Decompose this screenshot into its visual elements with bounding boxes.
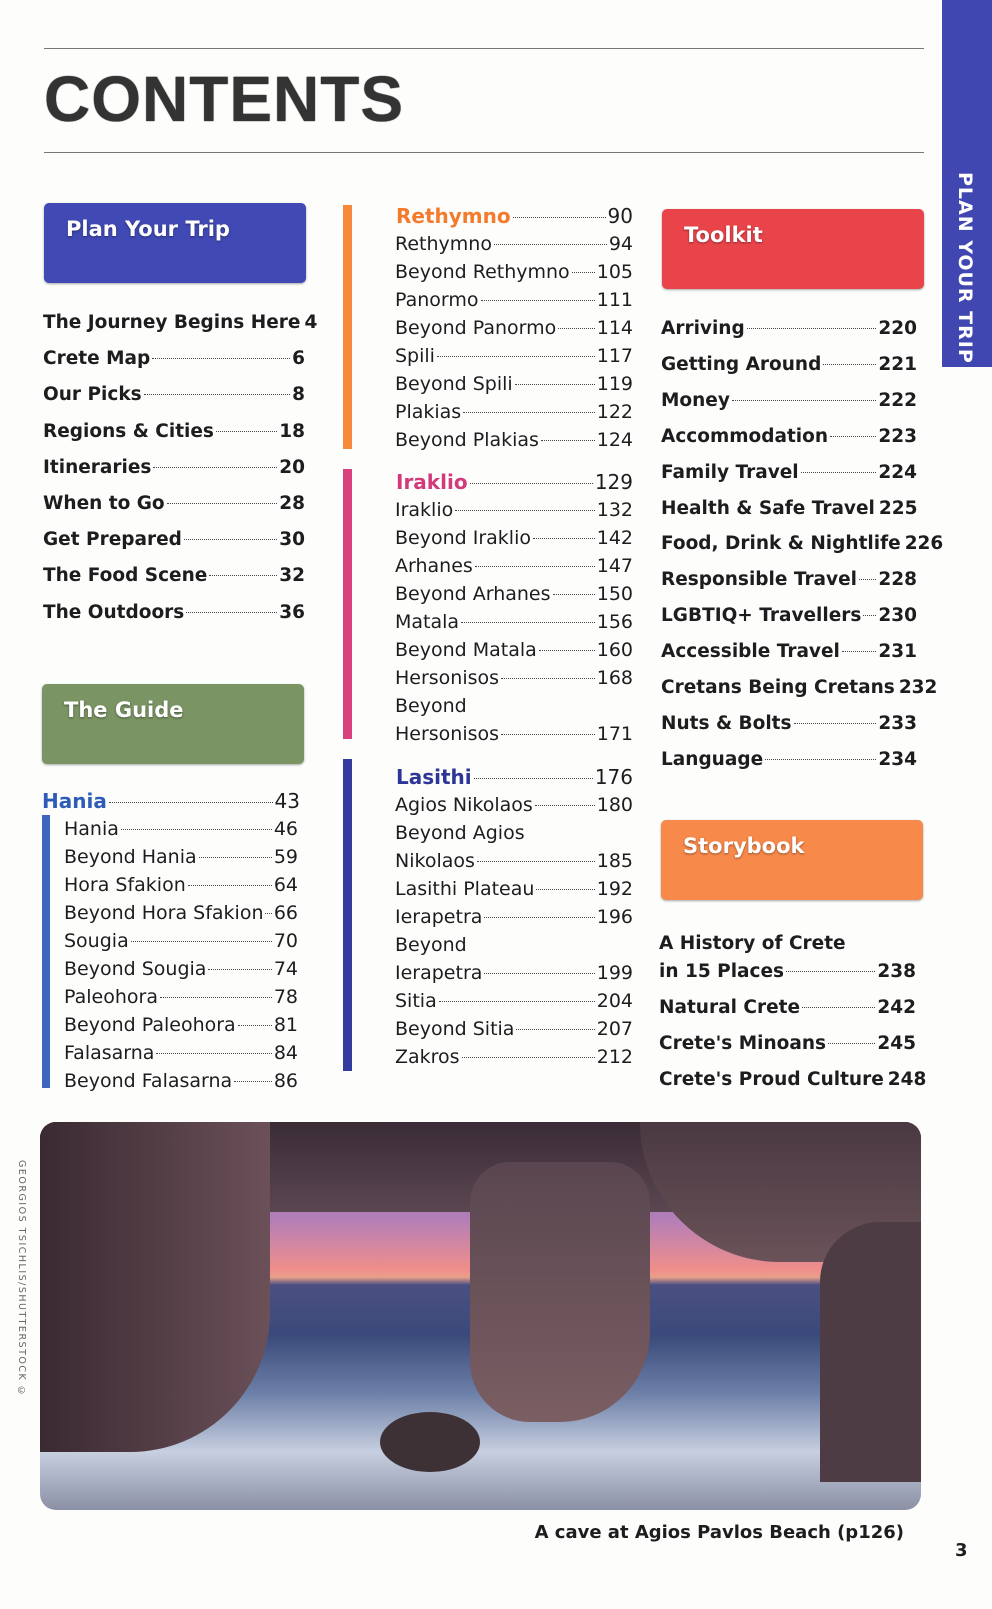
- region-heading-lasithi[interactable]: [396, 763, 633, 791]
- entry-page: 28: [279, 493, 305, 514]
- entry-label: Get Prepared: [43, 529, 182, 551]
- entry-label: Hania: [42, 789, 107, 813]
- toc-entry[interactable]: [395, 903, 633, 931]
- entry-label: Health & Safe Travel: [661, 497, 875, 519]
- dot-leader: [802, 1007, 875, 1008]
- entry-page: 70: [273, 930, 298, 952]
- toc-entry[interactable]: [43, 599, 305, 627]
- entry-label: Beyond Hora Sfakion: [64, 902, 264, 924]
- entry-page: 220: [878, 318, 917, 339]
- iraklio-bar: [343, 469, 352, 739]
- toc-entry[interactable]: [661, 459, 917, 487]
- toc-entry-line: Beyond: [395, 934, 467, 956]
- entry-page: 228: [878, 569, 917, 591]
- entry-page: 84: [273, 1042, 298, 1064]
- region-heading-iraklio[interactable]: [396, 468, 633, 496]
- dot-leader: [536, 889, 594, 890]
- dot-leader: [823, 364, 876, 365]
- entry-label: Sougia: [64, 930, 129, 952]
- toc-entry[interactable]: [64, 927, 298, 955]
- toc-entry[interactable]: [395, 791, 633, 819]
- toc-entry[interactable]: [64, 899, 298, 927]
- entry-page: 199: [596, 962, 633, 984]
- toc-entry[interactable]: [661, 638, 917, 666]
- dot-leader: [167, 503, 278, 504]
- dot-leader: [475, 566, 595, 567]
- entry-label: Iraklio: [395, 499, 454, 521]
- entry-label: Beyond Panormo: [395, 317, 557, 339]
- entry-label: Lasithi: [396, 765, 472, 789]
- entry-page: 221: [878, 353, 917, 375]
- entry-page: 225: [878, 497, 918, 519]
- toc-entry[interactable]: [395, 496, 633, 524]
- dot-leader: [533, 538, 595, 539]
- entry-label: Family Travel: [661, 461, 799, 483]
- entry-page: 32: [279, 565, 305, 587]
- entry-label: Hora Sfakion: [64, 874, 186, 896]
- section-tab[interactable]: [942, 0, 992, 367]
- toc-entry[interactable]: [64, 1039, 298, 1067]
- entry-page: 122: [596, 401, 633, 423]
- entry-page: 81: [273, 1014, 298, 1036]
- toc-entry[interactable]: [64, 1011, 298, 1039]
- entry-label: The Food Scene: [43, 565, 208, 587]
- entry-page: 64: [273, 874, 298, 896]
- dot-leader: [732, 400, 876, 401]
- dot-leader: [462, 1057, 595, 1058]
- entry-label: Our Picks: [43, 384, 142, 406]
- entry-page: 129: [594, 470, 633, 494]
- entry-label: Food, Drink & Nightlife: [661, 533, 901, 555]
- dot-leader: [208, 969, 271, 970]
- rethymno-bar: [343, 205, 352, 449]
- dot-leader: [863, 615, 876, 616]
- cave-photo: [40, 1122, 921, 1510]
- entry-page: 147: [596, 555, 633, 577]
- entry-label: Beyond Matala: [395, 639, 537, 661]
- lasithi-bar: [343, 759, 352, 1071]
- entry-page: 156: [596, 611, 633, 633]
- entry-label: Beyond Sougia: [64, 958, 207, 980]
- entry-page: 30: [279, 529, 305, 551]
- dot-leader: [501, 734, 595, 735]
- entry-label: Iraklio: [396, 470, 468, 494]
- entry-page: 192: [596, 878, 633, 900]
- entry-page: 176: [594, 765, 633, 789]
- toc-entry[interactable]: [659, 1030, 916, 1058]
- toc-entry[interactable]: [64, 871, 298, 899]
- plan-your-trip-banner: [44, 203, 306, 283]
- dot-leader: [801, 472, 877, 473]
- dot-leader: [121, 829, 272, 830]
- dot-leader: [188, 885, 272, 886]
- toc-entry[interactable]: [395, 230, 633, 258]
- dot-leader: [439, 1001, 595, 1002]
- entry-label: Money: [661, 389, 730, 411]
- dot-leader: [484, 917, 594, 918]
- entry-page: 111: [596, 289, 633, 311]
- toc-entry[interactable]: [395, 370, 633, 398]
- hania-bar: [42, 815, 50, 1088]
- entry-page: 43: [274, 789, 300, 813]
- toc-entry[interactable]: [64, 843, 298, 871]
- toc-entry[interactable]: [661, 315, 917, 343]
- entry-page: 6: [292, 348, 305, 370]
- entry-page: 238: [877, 961, 916, 982]
- entry-label: Beyond Paleohora: [64, 1014, 236, 1036]
- dot-leader: [535, 805, 595, 806]
- entry-page: 18: [279, 420, 305, 442]
- toc-entry[interactable]: [659, 1066, 927, 1094]
- entry-label: Hersonisos: [395, 667, 500, 689]
- toc-entry-line: Beyond Agios: [395, 822, 525, 844]
- dot-leader: [160, 997, 272, 998]
- toc-entry[interactable]: [395, 552, 633, 580]
- entry-page: 36: [279, 601, 305, 623]
- entry-label: The Outdoors: [43, 601, 185, 623]
- dot-leader: [156, 1053, 271, 1054]
- dot-leader: [437, 356, 595, 357]
- dot-leader: [513, 217, 606, 218]
- region-heading-rethymno[interactable]: [396, 202, 633, 230]
- toc-entry[interactable]: [659, 994, 916, 1022]
- toc-entry[interactable]: [64, 815, 298, 843]
- entry-page: 4: [304, 312, 318, 333]
- entry-page: 66: [273, 902, 298, 924]
- entry-label: Getting Around: [661, 353, 822, 375]
- toc-entry[interactable]: [43, 526, 305, 554]
- dot-leader: [786, 971, 875, 972]
- toc-entry[interactable]: [659, 958, 916, 986]
- dot-leader: [461, 622, 595, 623]
- dot-leader: [477, 861, 595, 862]
- dot-leader: [265, 913, 271, 914]
- dot-leader: [516, 1029, 594, 1030]
- entry-page: 207: [596, 1018, 633, 1040]
- photo-caption: A cave at Agios Pavlos Beach (p126): [534, 1522, 904, 1543]
- dot-leader: [144, 394, 290, 395]
- entry-label: Rethymno: [396, 204, 511, 228]
- entry-page: 59: [273, 846, 298, 868]
- entry-page: 242: [877, 997, 916, 1018]
- entry-label: The Journey Begins Here: [43, 312, 301, 333]
- entry-label: Accessible Travel: [661, 641, 840, 663]
- entry-label: Responsible Travel: [661, 569, 857, 591]
- dot-leader: [152, 358, 290, 359]
- toc-entry[interactable]: [64, 955, 298, 983]
- entry-page: 119: [596, 373, 633, 395]
- toc-entry[interactable]: [43, 309, 318, 337]
- toc-entry[interactable]: [43, 345, 305, 373]
- toc-entry[interactable]: [661, 674, 938, 702]
- entry-label: When to Go: [43, 493, 165, 514]
- region-heading-hania[interactable]: [42, 787, 300, 815]
- toc-entry[interactable]: [661, 351, 917, 379]
- dot-leader: [131, 941, 272, 942]
- dot-leader: [481, 300, 595, 301]
- entry-page: 160: [596, 639, 633, 661]
- entry-label: Hersonisos: [395, 723, 500, 745]
- entry-label: Beyond Hania: [64, 846, 197, 868]
- section-tab-label: PLAN YOUR TRIP: [954, 172, 976, 364]
- dot-leader: [184, 539, 277, 540]
- section-heading: Toolkit: [684, 223, 763, 247]
- entry-page: 180: [596, 794, 633, 816]
- toc-entry-line: Beyond: [395, 695, 467, 717]
- dot-leader: [501, 678, 595, 679]
- entry-label: Panormo: [395, 289, 479, 311]
- dot-leader: [186, 612, 277, 613]
- entry-page: 124: [596, 429, 633, 451]
- toc-entry[interactable]: [661, 710, 917, 738]
- entry-label: Beyond Spili: [395, 373, 513, 395]
- entry-label: Paleohora: [64, 986, 158, 1008]
- dot-leader: [842, 651, 876, 652]
- entry-page: 223: [878, 425, 917, 447]
- entry-page: 233: [878, 712, 917, 734]
- entry-label: Crete Map: [43, 348, 151, 370]
- dot-leader: [474, 778, 593, 779]
- dot-leader: [765, 759, 876, 760]
- entry-label: Sitia: [395, 990, 437, 1012]
- dot-leader: [484, 973, 594, 974]
- section-heading: Plan Your Trip: [66, 217, 230, 241]
- toc-entry[interactable]: [395, 342, 633, 370]
- entry-label: Spili: [395, 345, 435, 367]
- toc-entry[interactable]: [395, 1043, 633, 1071]
- entry-page: 245: [877, 1033, 916, 1054]
- dot-leader: [539, 650, 595, 651]
- entry-label: LGBTIQ+ Travellers: [661, 605, 862, 627]
- toc-entry[interactable]: [43, 418, 305, 446]
- entry-page: 230: [878, 605, 917, 627]
- toc-entry[interactable]: [395, 426, 633, 454]
- entry-label: Beyond Sitia: [395, 1018, 515, 1040]
- entry-page: 168: [596, 667, 633, 689]
- toc-entry[interactable]: [661, 746, 917, 774]
- entry-label: Crete's Proud Culture: [659, 1069, 884, 1090]
- entry-page: 196: [596, 906, 633, 928]
- entry-label: Zakros: [395, 1046, 460, 1068]
- entry-page: 224: [878, 461, 917, 483]
- toc-entry[interactable]: [395, 314, 633, 342]
- entry-label: Beyond Arhanes: [395, 583, 551, 605]
- entry-label: Language: [661, 748, 764, 770]
- dot-leader: [109, 802, 273, 803]
- toc-entry[interactable]: [395, 258, 633, 286]
- dot-leader: [572, 272, 595, 273]
- toc-entry[interactable]: [395, 875, 633, 903]
- entry-page: 105: [596, 261, 633, 283]
- entry-label: Falasarna: [64, 1042, 155, 1064]
- toc-entry[interactable]: [395, 286, 633, 314]
- entry-label: Matala: [395, 611, 460, 633]
- dot-leader: [558, 328, 594, 329]
- dot-leader: [153, 467, 277, 468]
- entry-page: 226: [904, 533, 944, 555]
- toc-entry[interactable]: [395, 664, 633, 692]
- entry-label: Lasithi Plateau: [395, 878, 535, 900]
- toc-entry[interactable]: [661, 423, 917, 451]
- entry-label: Accommodation: [661, 425, 829, 447]
- entry-label: Rethymno: [395, 233, 492, 255]
- entry-page: 171: [596, 723, 633, 745]
- dot-leader: [234, 1081, 272, 1082]
- toc-entry[interactable]: [43, 490, 305, 518]
- section-heading: The Guide: [64, 698, 184, 722]
- toc-entry[interactable]: [395, 608, 633, 636]
- entry-page: 231: [878, 641, 917, 663]
- toc-entry[interactable]: [395, 987, 633, 1015]
- entry-page: 86: [273, 1070, 298, 1092]
- entry-page: 74: [273, 958, 298, 980]
- toc-entry[interactable]: [43, 381, 305, 409]
- entry-label: Hania: [64, 818, 119, 840]
- entry-page: 212: [596, 1046, 633, 1068]
- entry-label: Ierapetra: [395, 962, 483, 984]
- entry-label: Beyond Plakias: [395, 429, 539, 451]
- entry-page: 234: [878, 748, 917, 770]
- entry-label: Arriving: [661, 318, 745, 339]
- toc-entry[interactable]: [661, 495, 917, 523]
- entry-label: Beyond Rethymno: [395, 261, 570, 283]
- entry-page: 232: [898, 677, 938, 698]
- toc-entry[interactable]: [395, 959, 633, 987]
- entry-label: Nuts & Bolts: [661, 712, 792, 734]
- dot-leader: [830, 436, 876, 437]
- toc-entry[interactable]: [395, 636, 633, 664]
- dot-leader: [541, 440, 595, 441]
- entry-label: Natural Crete: [659, 997, 801, 1018]
- the-guide-banner: [42, 684, 304, 764]
- dot-leader: [455, 510, 594, 511]
- dot-leader: [747, 328, 877, 329]
- entry-label: Nikolaos: [395, 850, 475, 872]
- toc-entry-line: A History of Crete: [659, 933, 846, 954]
- entry-label: Itineraries: [43, 456, 152, 478]
- entry-page: 46: [273, 818, 298, 840]
- dot-leader: [859, 579, 876, 580]
- entry-page: 90: [607, 204, 633, 228]
- toc-entry[interactable]: [661, 530, 944, 558]
- entry-label: Agios Nikolaos: [395, 794, 533, 816]
- entry-page: 222: [878, 389, 917, 411]
- entry-label: Crete's Minoans: [659, 1033, 827, 1054]
- toolkit-banner: [662, 209, 924, 289]
- entry-label: Regions & Cities: [43, 420, 214, 442]
- section-heading: Storybook: [683, 834, 805, 858]
- toc-entry[interactable]: [64, 1067, 298, 1095]
- entry-page: 142: [596, 527, 633, 549]
- top-rule: [44, 48, 924, 49]
- toc-entry[interactable]: [661, 566, 917, 594]
- toc-entry[interactable]: [43, 562, 305, 590]
- toc-entry[interactable]: [64, 983, 298, 1011]
- entry-page: 114: [596, 317, 633, 339]
- entry-page: 117: [596, 345, 633, 367]
- toc-entry[interactable]: [43, 454, 305, 482]
- dot-leader: [553, 594, 595, 595]
- toc-entry[interactable]: [395, 720, 633, 748]
- dot-leader: [209, 575, 277, 576]
- toc-entry[interactable]: [395, 580, 633, 608]
- entry-page: 20: [279, 456, 305, 478]
- dot-leader: [238, 1025, 272, 1026]
- entry-page: 248: [887, 1069, 927, 1090]
- entry-label: Arhanes: [395, 555, 473, 577]
- page-title: CONTENTS: [44, 63, 404, 135]
- dot-leader: [515, 384, 595, 385]
- entry-page: 8: [292, 384, 305, 406]
- toc-entry[interactable]: [395, 1015, 633, 1043]
- entry-label: Plakias: [395, 401, 462, 423]
- entry-page: 150: [596, 583, 633, 605]
- entry-page: 204: [596, 990, 633, 1012]
- entry-page: 185: [596, 850, 633, 872]
- dot-leader: [470, 483, 593, 484]
- entry-page: 94: [608, 233, 633, 255]
- dot-leader: [794, 723, 877, 724]
- storybook-banner: [661, 820, 923, 900]
- dot-leader: [494, 244, 607, 245]
- toc-entry[interactable]: [395, 524, 633, 552]
- entry-page: 78: [273, 986, 298, 1008]
- title-rule: [44, 152, 924, 153]
- entry-label: Beyond Falasarna: [64, 1070, 233, 1092]
- entry-page: 132: [596, 499, 633, 521]
- toc-entry[interactable]: [395, 398, 633, 426]
- toc-entry[interactable]: [661, 602, 917, 630]
- toc-entry[interactable]: [395, 847, 633, 875]
- entry-label: Cretans Being Cretans: [661, 677, 895, 698]
- entry-label: Beyond Iraklio: [395, 527, 531, 549]
- toc-entry[interactable]: [661, 387, 917, 415]
- dot-leader: [463, 412, 595, 413]
- entry-label: Ierapetra: [395, 906, 483, 928]
- photo-credit: GEORGIOS TSICHLIS/SHUTTERSTOCK ©: [16, 1160, 27, 1399]
- entry-label: in 15 Places: [659, 961, 785, 982]
- page-number: 3: [955, 1540, 968, 1561]
- dot-leader: [199, 857, 272, 858]
- dot-leader: [216, 431, 277, 432]
- dot-leader: [828, 1043, 875, 1044]
